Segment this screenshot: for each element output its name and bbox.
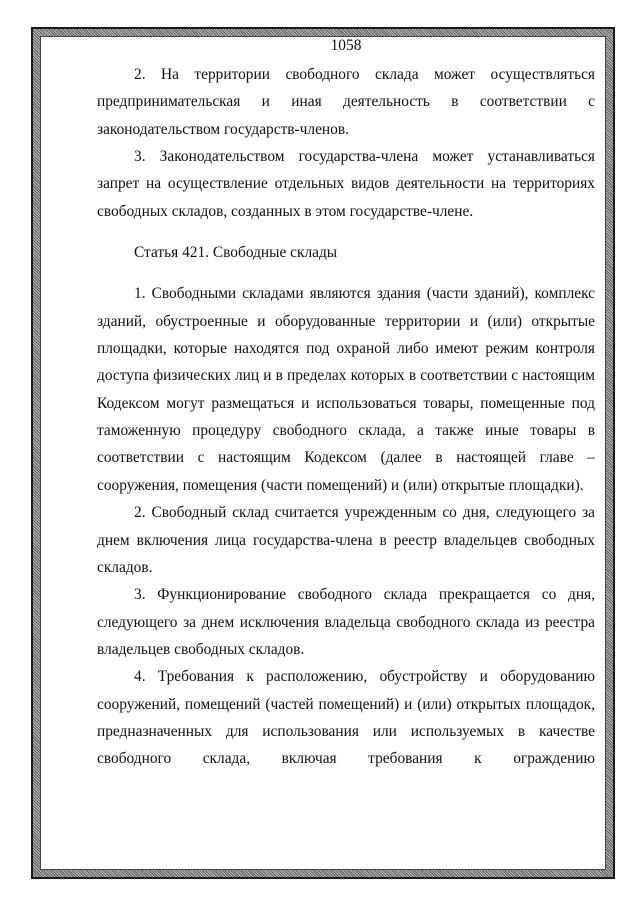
article-paragraph-3: 3. Функционирование свободного склада прекращается со дня, следующего за днем исключения владельца свободного склада из реестра владельцев свободных складов.: [97, 586, 595, 658]
article-paragraph-4: 4. Требования к расположению, обустройству и оборудованию сооружений, помещений (частей помещений) и (или) открытых площадок, предназначенных для использования или используемых в качестве свободного склада, включая требования к ограждению: [97, 668, 595, 768]
article-paragraph-1: 1. Свободными складами являются здания (части зданий), комплекс зданий, обустроенные и оборудованные территории и (или) открытые площадки, которые находятся под охраной либо имеют режим контроля доступа физических лиц и в пределах которых в соответствии с настоящим Кодексом могут размещаться и использоваться товары, помещенные под таможенную процедуру свободного склада, а также иные товары в соответствии с настоящим Кодексом (далее в настоящей главе – сооружения, помещения (части помещений) и (или) открытые площадки).: [97, 285, 595, 494]
paragraph-activity-permitted: 2. На территории свободного склада может осуществляться предпринимательская и иная деятельность в соответствии с законодательством государств-членов.: [97, 66, 595, 138]
article-paragraph-2: 2. Свободный склад считается учрежденным со дня, следующего за днем включения лица государства-члена в реестр владельцев свободных складов.: [97, 504, 595, 576]
article-heading: Статья 421. Свободные склады: [134, 244, 338, 262]
document-page: [97, 33, 595, 773]
paragraph-activity-prohibition: 3. Законодательством государства-члена может устанавливаться запрет на осуществление отдельных видов деятельности на территориях свободных складов, созданных в этом государстве-члене.: [97, 148, 595, 220]
page-number: 1058: [330, 37, 362, 54]
